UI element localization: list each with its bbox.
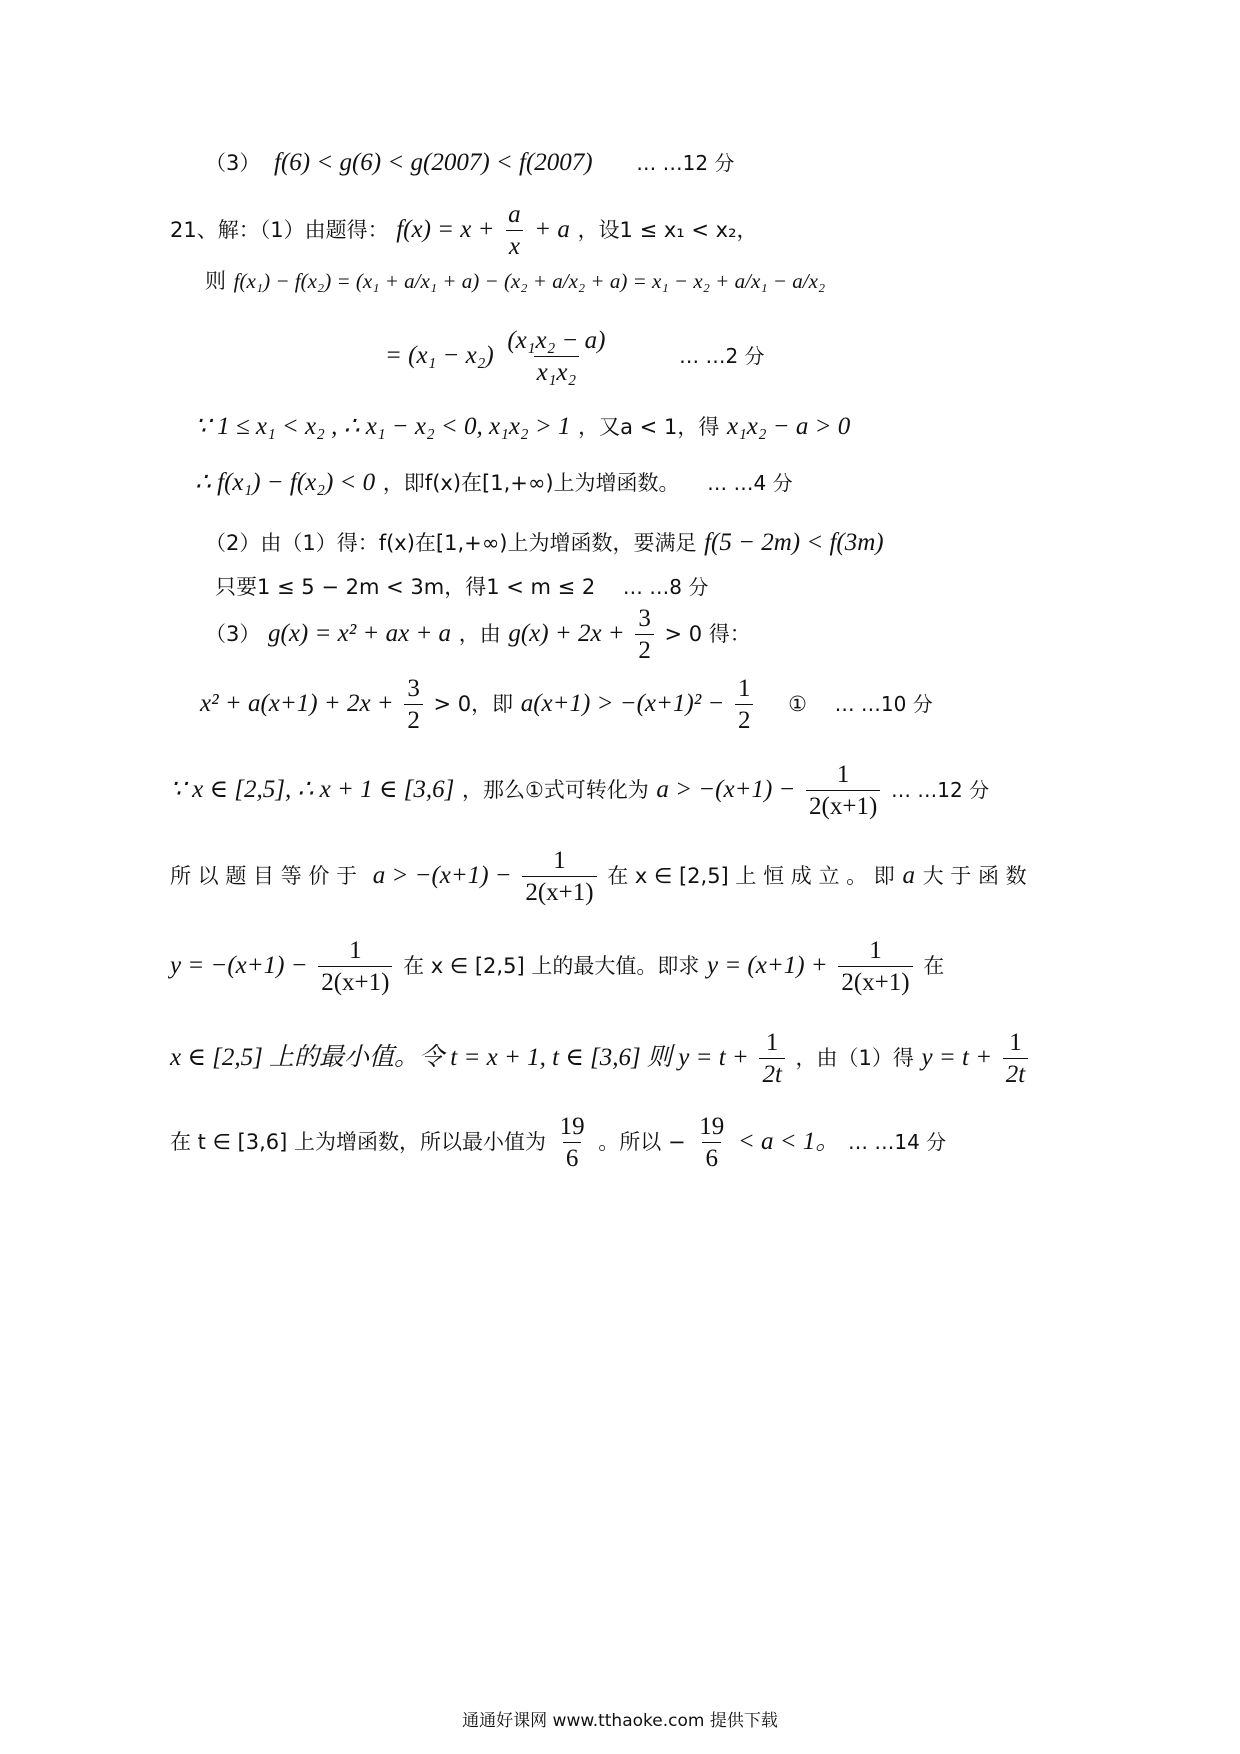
question-heading: 21、解：（1）由题得： bbox=[170, 218, 389, 242]
text-run: ，由（1）得 bbox=[795, 1046, 914, 1070]
part-label: （3） bbox=[205, 151, 261, 175]
line-since bbox=[195, 414, 850, 439]
part-label: （3） bbox=[205, 622, 261, 646]
numerator: 3 bbox=[638, 605, 651, 632]
numerator: (x₁x₂ − a) bbox=[507, 327, 606, 354]
math-expr: ∴ f(x₁) − f(x₂) < 0 bbox=[195, 469, 376, 496]
denominator: 6 bbox=[563, 1142, 582, 1171]
text-run: 只要1 ≤ 5 − 2m < 3m，得1 < m ≤ 2 bbox=[215, 575, 596, 599]
line-final-answer bbox=[170, 1114, 946, 1171]
math-expr: a > −(x+1) − bbox=[656, 776, 796, 803]
score-note: … …12 分 bbox=[890, 778, 990, 802]
score-note: … …12 分 bbox=[636, 151, 735, 175]
score-note: … …10 分 bbox=[834, 692, 933, 716]
math-expr: x² + a(x+1) + 2x + bbox=[200, 690, 394, 717]
line-transform bbox=[170, 762, 989, 819]
text-run: ，设1 ≤ x₁ < x₂， bbox=[577, 218, 758, 242]
fraction bbox=[696, 1114, 727, 1171]
text-run: ，又a < 1，得 bbox=[578, 415, 720, 439]
math-expr: a(x+1) > −(x+1)² − bbox=[520, 690, 725, 717]
score-note: … …4 分 bbox=[707, 471, 793, 495]
score-note: … …2 分 bbox=[679, 344, 765, 368]
math-expr: a > −(x+1) − bbox=[372, 862, 512, 889]
text-run: 大 于 函 数 bbox=[922, 864, 1027, 888]
line-difference bbox=[205, 268, 825, 292]
numerator: 19 bbox=[699, 1113, 725, 1140]
text-run: 则 bbox=[205, 269, 226, 293]
numerator: 1 bbox=[1009, 1029, 1022, 1056]
fraction bbox=[635, 606, 654, 663]
numerator: 19 bbox=[559, 1113, 585, 1140]
fraction bbox=[1003, 1030, 1028, 1087]
fraction bbox=[505, 202, 524, 259]
numerator: 3 bbox=[407, 675, 420, 702]
denominator: x₁x₂ bbox=[534, 356, 580, 385]
score-note: … …8 分 bbox=[622, 575, 709, 599]
math-expr: y = −(x+1) − bbox=[170, 952, 308, 979]
math-expr: f(x) = x + bbox=[396, 216, 495, 243]
text-run: 在 t ∈ [3,6] 上为增函数，所以最小值为 bbox=[170, 1130, 547, 1154]
math-var: a bbox=[902, 862, 915, 889]
line-part3-conclusion bbox=[205, 150, 734, 175]
text-run: ，由 bbox=[458, 622, 501, 646]
line-equivalent bbox=[170, 848, 1027, 905]
math-expr: < a < 1。 bbox=[737, 1128, 841, 1155]
line-inequality-1 bbox=[200, 676, 933, 733]
denominator: 2 bbox=[404, 704, 423, 733]
math-inequality: f(6) < g(6) < g(2007) < f(2007) bbox=[274, 149, 593, 176]
math-expr: x ∈ [2,5] 上的最小值。令 t = x + 1, t ∈ [3,6] 则 y = t + bbox=[170, 1044, 749, 1071]
score-note: … …14 分 bbox=[848, 1130, 947, 1154]
fraction bbox=[504, 328, 608, 385]
circled-marker: ① bbox=[788, 692, 807, 716]
math-expr: = (x₁ − x₂) bbox=[385, 342, 494, 369]
text-run: 。所以 − bbox=[598, 1130, 686, 1154]
math-expr: y = t + bbox=[921, 1044, 993, 1071]
text-run: 在 bbox=[923, 954, 945, 978]
denominator: x bbox=[506, 230, 523, 259]
numerator: 1 bbox=[869, 937, 882, 964]
line-min-value bbox=[170, 1030, 1031, 1087]
fraction bbox=[735, 676, 754, 733]
denominator: 2 bbox=[635, 634, 654, 663]
denominator: 2(x+1) bbox=[318, 966, 392, 995]
fraction bbox=[404, 676, 423, 733]
fraction bbox=[557, 1114, 588, 1171]
line-factored bbox=[385, 328, 765, 385]
text-run: 在 x ∈ [2,5] 上 恒 成 立 。 即 bbox=[607, 864, 895, 888]
denominator: 2t bbox=[1003, 1058, 1028, 1087]
fraction bbox=[318, 938, 392, 995]
text-run: > 0 得： bbox=[664, 622, 751, 646]
text-run: ，那么①式可转化为 bbox=[461, 778, 649, 802]
text-run: ，即f(x)在[1,+∞)上为增函数。 bbox=[382, 471, 680, 495]
text-run: > 0，即 bbox=[433, 692, 514, 716]
denominator: 2(x+1) bbox=[522, 876, 596, 905]
numerator: 1 bbox=[836, 761, 850, 788]
denominator: 2(x+1) bbox=[806, 790, 880, 819]
numerator: 1 bbox=[737, 675, 751, 702]
line-increasing bbox=[195, 470, 793, 495]
math-expr: x₁x₂ − a > 0 bbox=[726, 413, 851, 440]
line-q21-start bbox=[170, 202, 758, 259]
math-expr: ∵ x ∈ [2,5], ∴ x + 1 ∈ [3,6] bbox=[170, 776, 455, 803]
page-footer: 通通好课网 www.tthaoke.com 提供下载 bbox=[462, 1711, 778, 1731]
text-run: 所 以 题 目 等 价 于 bbox=[170, 864, 358, 888]
math-expr: + a bbox=[534, 216, 570, 243]
math-expr: f(x₁) − f(x₂) = (x₁ + a/x₁ + a) − (x₂ + a/x₂ + a) = x₁ − x₂ + a/x₁ − a/x₂ bbox=[233, 269, 826, 293]
fraction bbox=[759, 1030, 784, 1087]
denominator: 2t bbox=[759, 1058, 784, 1087]
numerator: 1 bbox=[765, 1029, 779, 1056]
denominator: 2(x+1) bbox=[838, 966, 912, 995]
text-run: 在 x ∈ [2,5] 上的最大值。即求 bbox=[403, 954, 700, 978]
math-expr: g(x) + 2x + bbox=[508, 620, 625, 647]
math-expr: ∵ 1 ≤ x₁ < x₂ , ∴ x₁ − x₂ < 0, x₁x₂ > 1 bbox=[195, 413, 571, 440]
fraction bbox=[522, 848, 596, 905]
numerator: 1 bbox=[553, 847, 566, 874]
fraction bbox=[806, 762, 880, 819]
math-expr: g(x) = x² + ax + a bbox=[268, 620, 452, 647]
text-run: （2）由（1）得：f(x)在[1,+∞)上为增函数，要满足 bbox=[205, 531, 697, 555]
denominator: 6 bbox=[702, 1142, 721, 1171]
line-part3-start bbox=[205, 606, 751, 663]
numerator: 1 bbox=[349, 937, 362, 964]
math-expr: y = (x+1) + bbox=[706, 952, 828, 979]
denominator: 2 bbox=[735, 704, 754, 733]
math-expr: f(5 − 2m) < f(3m) bbox=[704, 529, 884, 556]
line-part2 bbox=[205, 530, 884, 555]
line-part2-answer bbox=[215, 574, 708, 598]
line-max-value bbox=[170, 938, 944, 995]
fraction bbox=[838, 938, 912, 995]
numerator: a bbox=[508, 201, 521, 228]
